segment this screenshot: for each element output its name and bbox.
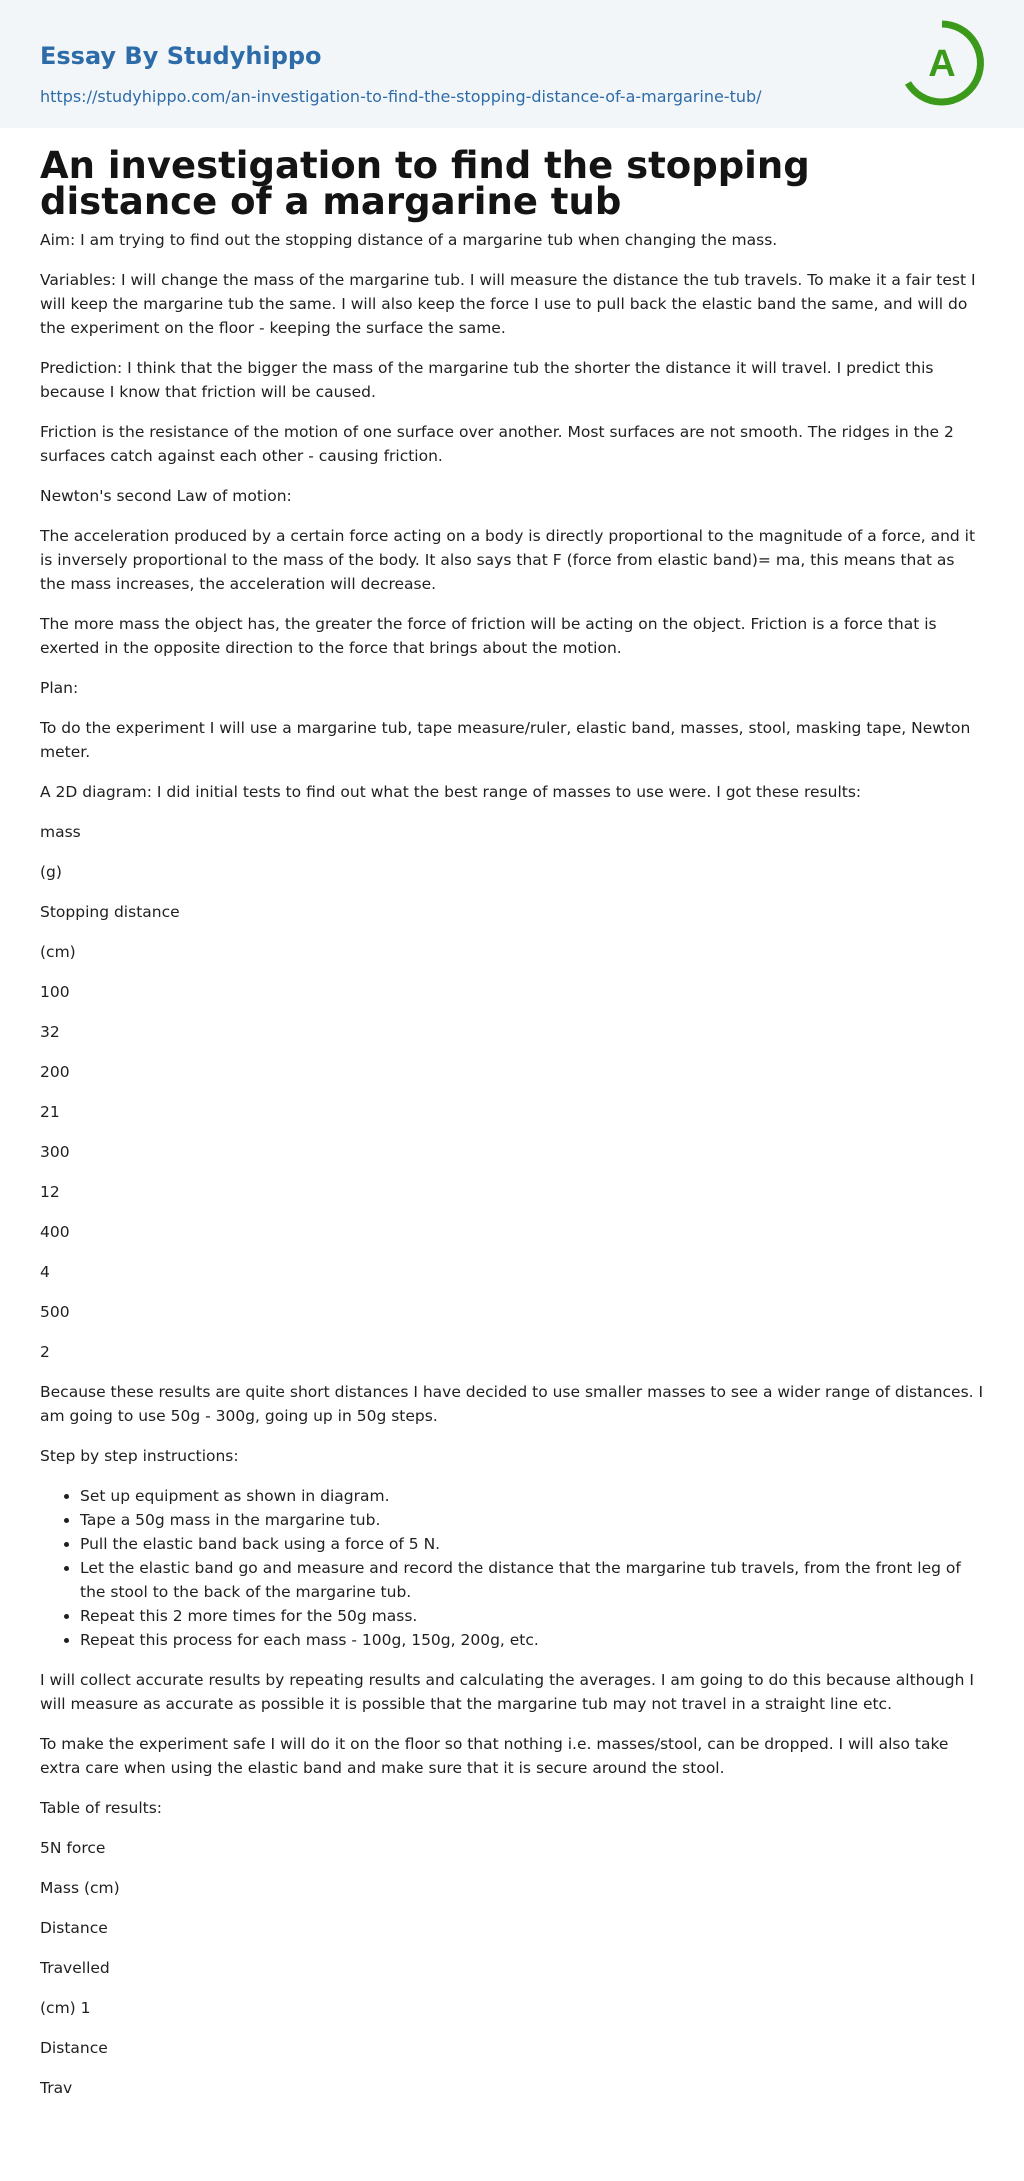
paragraph: Stopping distance xyxy=(40,903,180,921)
paragraph: Aim: I am trying to find out the stopping distance of a margarine tub when changing the mass. xyxy=(40,231,778,249)
paragraph: Prediction: I think that the bigger the mass of the margarine tub the shorter the distance it will travel. I predict this because I know that friction will be caused. xyxy=(40,359,934,401)
paragraph: Mass (cm) xyxy=(40,1879,120,1897)
step-item: • Repeat this 2 more times for the 50g mass. xyxy=(80,1604,984,1628)
paragraph: 4 xyxy=(40,1263,50,1281)
paragraph: To make the experiment safe I will do it on the floor so that nothing i.e. masses/stool, can be dropped. I will also take extra care when using the elastic band and make sure that it is secure around the stool. xyxy=(40,1735,949,1777)
step-item: • Pull the elastic band back using a force of 5 N. xyxy=(80,1532,984,1556)
paragraph: Plan: xyxy=(40,679,79,697)
paragraph: 100 xyxy=(40,983,70,1001)
brand-title: Essay By Studyhippo xyxy=(40,42,322,70)
paragraph: 2 xyxy=(40,1343,50,1361)
step-item: • Tape a 50g mass in the margarine tub. xyxy=(80,1508,984,1532)
paragraph: 300 xyxy=(40,1143,70,1161)
paragraph: 400 xyxy=(40,1223,70,1241)
paragraph: Travelled xyxy=(40,1959,110,1977)
paragraph: Friction is the resistance of the motion of one surface over another. Most surfaces are not smooth. The ridges in the 2 surfaces catch against each other - causing friction. xyxy=(40,423,954,465)
logo-letter: A xyxy=(928,43,956,85)
paragraph: 12 xyxy=(40,1183,60,1201)
paragraph: Table of results: xyxy=(40,1799,163,1817)
page-header xyxy=(0,0,1024,128)
paragraph: (g) xyxy=(40,863,62,881)
paragraph: A 2D diagram: I did initial tests to find out what the best range of masses to use were. I got these results: xyxy=(40,783,862,801)
essay-body-top xyxy=(40,228,984,1468)
essay-body-bottom xyxy=(40,1668,984,2100)
paragraph: Newton's second Law of motion: xyxy=(40,487,292,505)
paragraph: 5N force xyxy=(40,1839,106,1857)
source-url-link[interactable]: https://studyhippo.com/an-investigation-to-find-the-stopping-distance-of-a-margarine-tub/ xyxy=(40,87,762,106)
step-item: • Set up equipment as shown in diagram. xyxy=(80,1484,984,1508)
paragraph: 32 xyxy=(40,1023,60,1041)
essay-title: An investigation to find the stopping distance of a margarine tub xyxy=(40,144,810,223)
paragraph: 500 xyxy=(40,1303,70,1321)
paragraph: Trav xyxy=(40,2079,73,2097)
paragraph: (cm) 1 xyxy=(40,1999,91,2017)
step-list xyxy=(40,1484,984,1652)
paragraph: Distance xyxy=(40,1919,108,1937)
paragraph: Because these results are quite short distances I have decided to use smaller masses to see a wider range of distances. I am going to use 50g - 300g, going up in 50g steps. xyxy=(40,1383,984,1425)
paragraph: mass xyxy=(40,823,81,841)
paragraph: The acceleration produced by a certain force acting on a body is directly proportional to the magnitude of a force, and it is inversely proportional to the mass of the body. It also says that F (force from elastic band)= ma, this means that as the mass increases, the acceleration will decrease. xyxy=(40,527,976,593)
paragraph: Distance xyxy=(40,2039,108,2057)
paragraph: (cm) xyxy=(40,943,76,961)
paragraph: The more mass the object has, the greater the force of friction will be acting on the object. Friction is a force that is exerted in the opposite direction to the force that brings about the motion. xyxy=(40,615,937,657)
paragraph: 200 xyxy=(40,1063,70,1081)
paragraph: 21 xyxy=(40,1103,60,1121)
paragraph: To do the experiment I will use a margarine tub, tape measure/ruler, elastic band, masses, stool, masking tape, Newton meter. xyxy=(40,719,971,761)
paragraph: Step by step instructions: xyxy=(40,1447,239,1465)
essay-content xyxy=(0,128,1024,2100)
paragraph: I will collect accurate results by repeating results and calculating the averages. I am going to do this because although I will measure as accurate as possible it is possible that the margarine tub may not travel in a straight line etc. xyxy=(40,1671,974,1713)
step-item: • Let the elastic band go and measure and record the distance that the margarine tub travels, from the front leg of the stool to the back of the margarine tub. xyxy=(80,1556,984,1604)
paragraph: Variables: I will change the mass of the margarine tub. I will measure the distance the tub travels. To make it a fair test I will keep the margarine tub the same. I will also keep the force I use to pull back the elastic band the same, and will do the experiment on the floor - keeping the surface the same. xyxy=(40,271,976,337)
step-item: • Repeat this process for each mass - 100g, 150g, 200g, etc. xyxy=(80,1628,984,1652)
studyhippo-logo-icon[interactable] xyxy=(898,19,986,107)
